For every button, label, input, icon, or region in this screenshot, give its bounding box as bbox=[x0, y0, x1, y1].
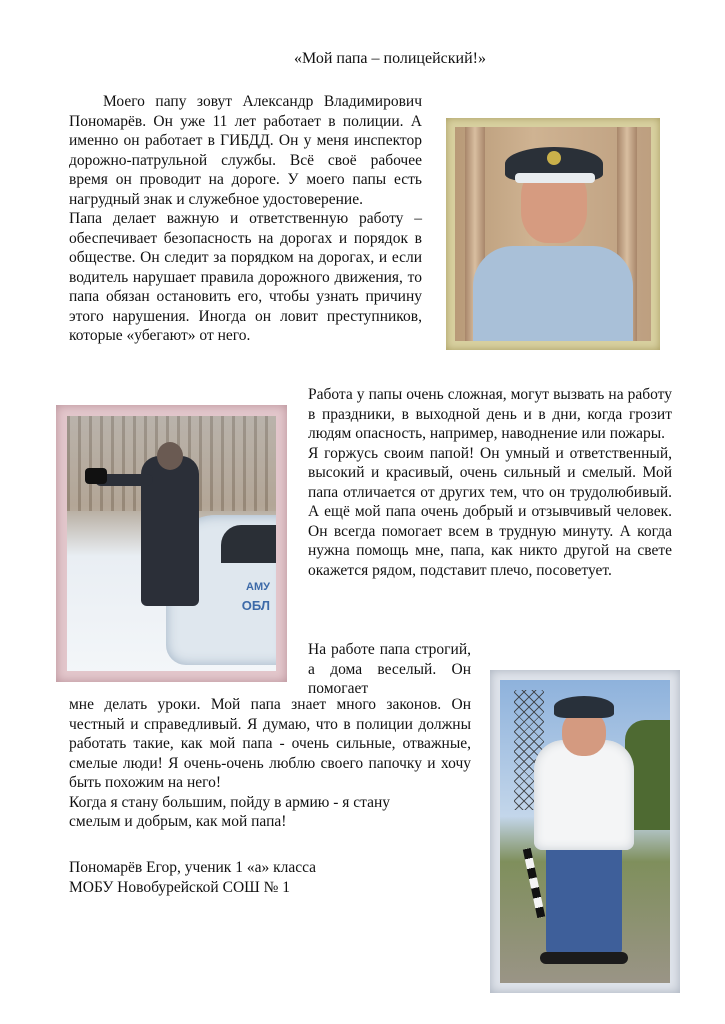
text-block-2 bbox=[308, 385, 672, 580]
signature-author: Пономарёв Егор, ученик 1 «а» класса bbox=[69, 859, 317, 876]
photo-frame-standing bbox=[490, 670, 680, 993]
paragraph-5-end: мне делать уроки. Мой папа знает много законов. Он честный и справедливый. Я думаю, что в полиции должны работать такие, как мой папа - очень сильные, отважные, смелые люди! Я очень-очень люблю своего папочку и хочу быть похожим на него! bbox=[69, 696, 471, 791]
officer-standing-photo bbox=[500, 680, 670, 983]
page-title: «Мой папа – полицейский!» bbox=[294, 50, 486, 67]
paragraph-6: Когда я стану большим, пойду в армию - я стану смелым и добрым, как мой папа! bbox=[69, 793, 391, 830]
signature bbox=[69, 858, 316, 897]
photo-frame-portrait bbox=[446, 118, 660, 350]
text-block-4 bbox=[69, 695, 471, 832]
officer-winter-photo bbox=[67, 416, 276, 671]
paragraph-1: Моего папу зовут Александр Владимирович Пономарёв. Он уже 11 лет работает в полиции. А именно он работает в ГИБДД. Он у меня инспектор дорожно-патрульной службы. Всё своё рабочее время он проводит на дороге. У моего папы есть нагрудный знак и служебное удостоверение. bbox=[69, 93, 422, 208]
paragraph-4: Я горжусь своим папой! Он умный и ответственный, высокий и красивый, очень сильный и смелый. Мой папа отличается от других тем, что он трудолюбивый. А ещё мой папа очень добрый и отзывчивый человек. Он всегда помогает всем в трудную минуту. А когда нужна помощь мне, папа, как никто другой на свете окажется рядом, подставит плечо, посоветует. bbox=[308, 444, 672, 579]
text-block-1 bbox=[69, 92, 422, 346]
photo-frame-winter bbox=[56, 405, 287, 682]
paragraph-5-start: На работе папа строгий, а дома веселый. Он помогает bbox=[308, 641, 471, 697]
paragraph-2: Папа делает важную и ответственную работу – обеспечивает безопасность на дорогах и порядок в обществе. Он следит за порядком на дорогах, и если водитель нарушает правила дорожного движения, то папа обязан остановить его, чтобы узнать причину этого нарушения. Иногда он ловит преступников, которые «убегают» от него. bbox=[69, 210, 422, 344]
signature-school: МОБУ Новобурейской СОШ № 1 bbox=[69, 878, 291, 896]
text-block-3 bbox=[308, 640, 471, 699]
car-lettering-2: ОБЛ bbox=[241, 598, 270, 613]
paragraph-3: Работа у папы очень сложная, могут вызвать на работу в праздники, в выходной день и в дни, когда грозит людям опасность, например, наводнение или пожары. bbox=[308, 386, 672, 442]
car-lettering-1: АМУ bbox=[246, 581, 270, 593]
officer-portrait-photo bbox=[455, 127, 651, 341]
